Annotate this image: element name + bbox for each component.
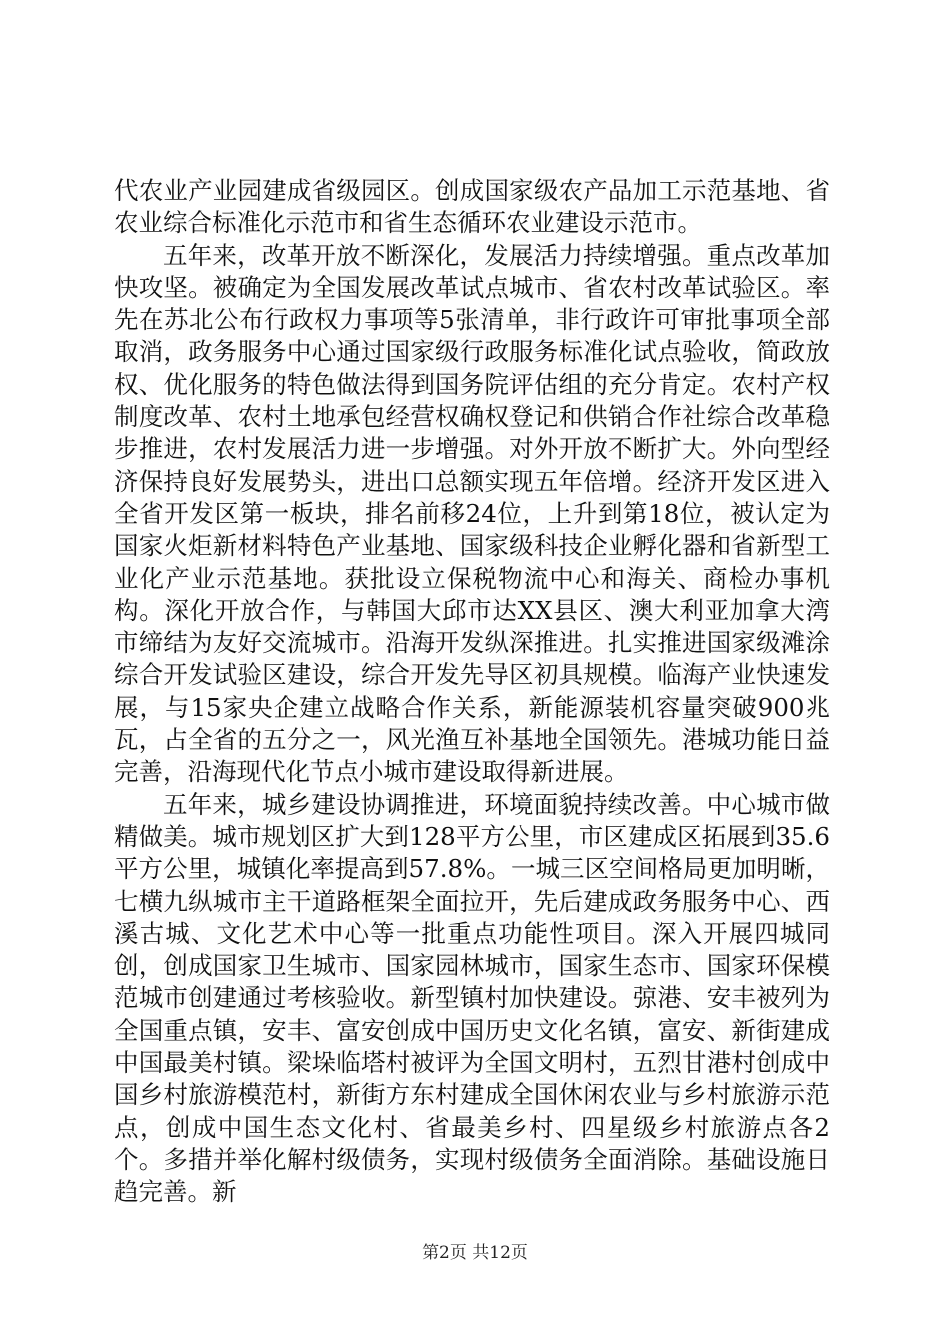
paragraph: 代农业产业园建成省级园区。创成国家级农产品加工示范基地、省农业综合标准化示范市和省生态循环农业建设示范市。 (114, 176, 830, 238)
page-number-footer: 第2页 共12页 (422, 1243, 528, 1263)
paragraph: 五年来，改革开放不断深化，发展活力持续增强。重点改革加快攻坚。被确定为全国发展改革试点城市、省农村改革试验区。率先在苏北公布行政权力事项等5张清单，非行政许可审批事项全部取消，政务服务中心通过国家级行政服务标准化试点验收，简政放权、优化服务的特色做法得到国务院评估组的充分肯定。农村产权制度改革、农村土地承包经营权确权登记和供销合作社综合改革稳步推进，农村发展活力进一步增强。对外开放不断扩大。外向型经济保持良好发展势头，进出口总额实现五年倍增。经济开发区进入全省开发区第一板块，排名前移24位，上升到第18位，被认定为国家火炬新材料特色产业基地、国家级科技企业孵化器和省新型工业化产业示范基地。获批设立保税物流中心和海关、商检办事机构。深化开放合作，与韩国大邱市达XX县区、澳大利亚加拿大湾市缔结为友好交流城市。沿海开发纵深推进。扎实推进国家级滩涂综合开发试验区建设，综合开发先导区初具规模。临海产业快速发展，与15家央企建立战略合作关系，新能源装机容量突破900兆瓦，占全省的五分之一，风光渔互补基地全国领先。港城功能日益完善，沿海现代化节点小城市建设取得新进展。 (114, 240, 830, 787)
paragraph: 五年来，城乡建设协调推进，环境面貌持续改善。中心城市做精做美。城市规划区扩大到128平方公里，市区建成区拓展到35.6平方公里，城镇化率提高到57.8%。一城三区空间格局更加明晰，七横九纵城市主干道路框架全面拉开，先后建成政务服务中心、西溪古城、文化艺术中心等一批重点功能性项目。深入开展四城同创，创成国家卫生城市、国家园林城市，国家生态市、国家环保模范城市创建通过考核验收。新型镇村加快建设。弶港、安丰被列为全国重点镇，安丰、富安创成中国历史文化名镇，富安、新街建成中国最美村镇。梁垛临塔村被评为全国文明村，五烈甘港村创成中国乡村旅游模范村，新街方东村建成全国休闲农业与乡村旅游示范点，创成中国生态文化村、省最美乡村、四星级乡村旅游点各2个。多措并举化解村级债务，实现村级债务全面消除。基础设施日趋完善。新 (114, 789, 830, 1207)
document-body (114, 175, 830, 1209)
